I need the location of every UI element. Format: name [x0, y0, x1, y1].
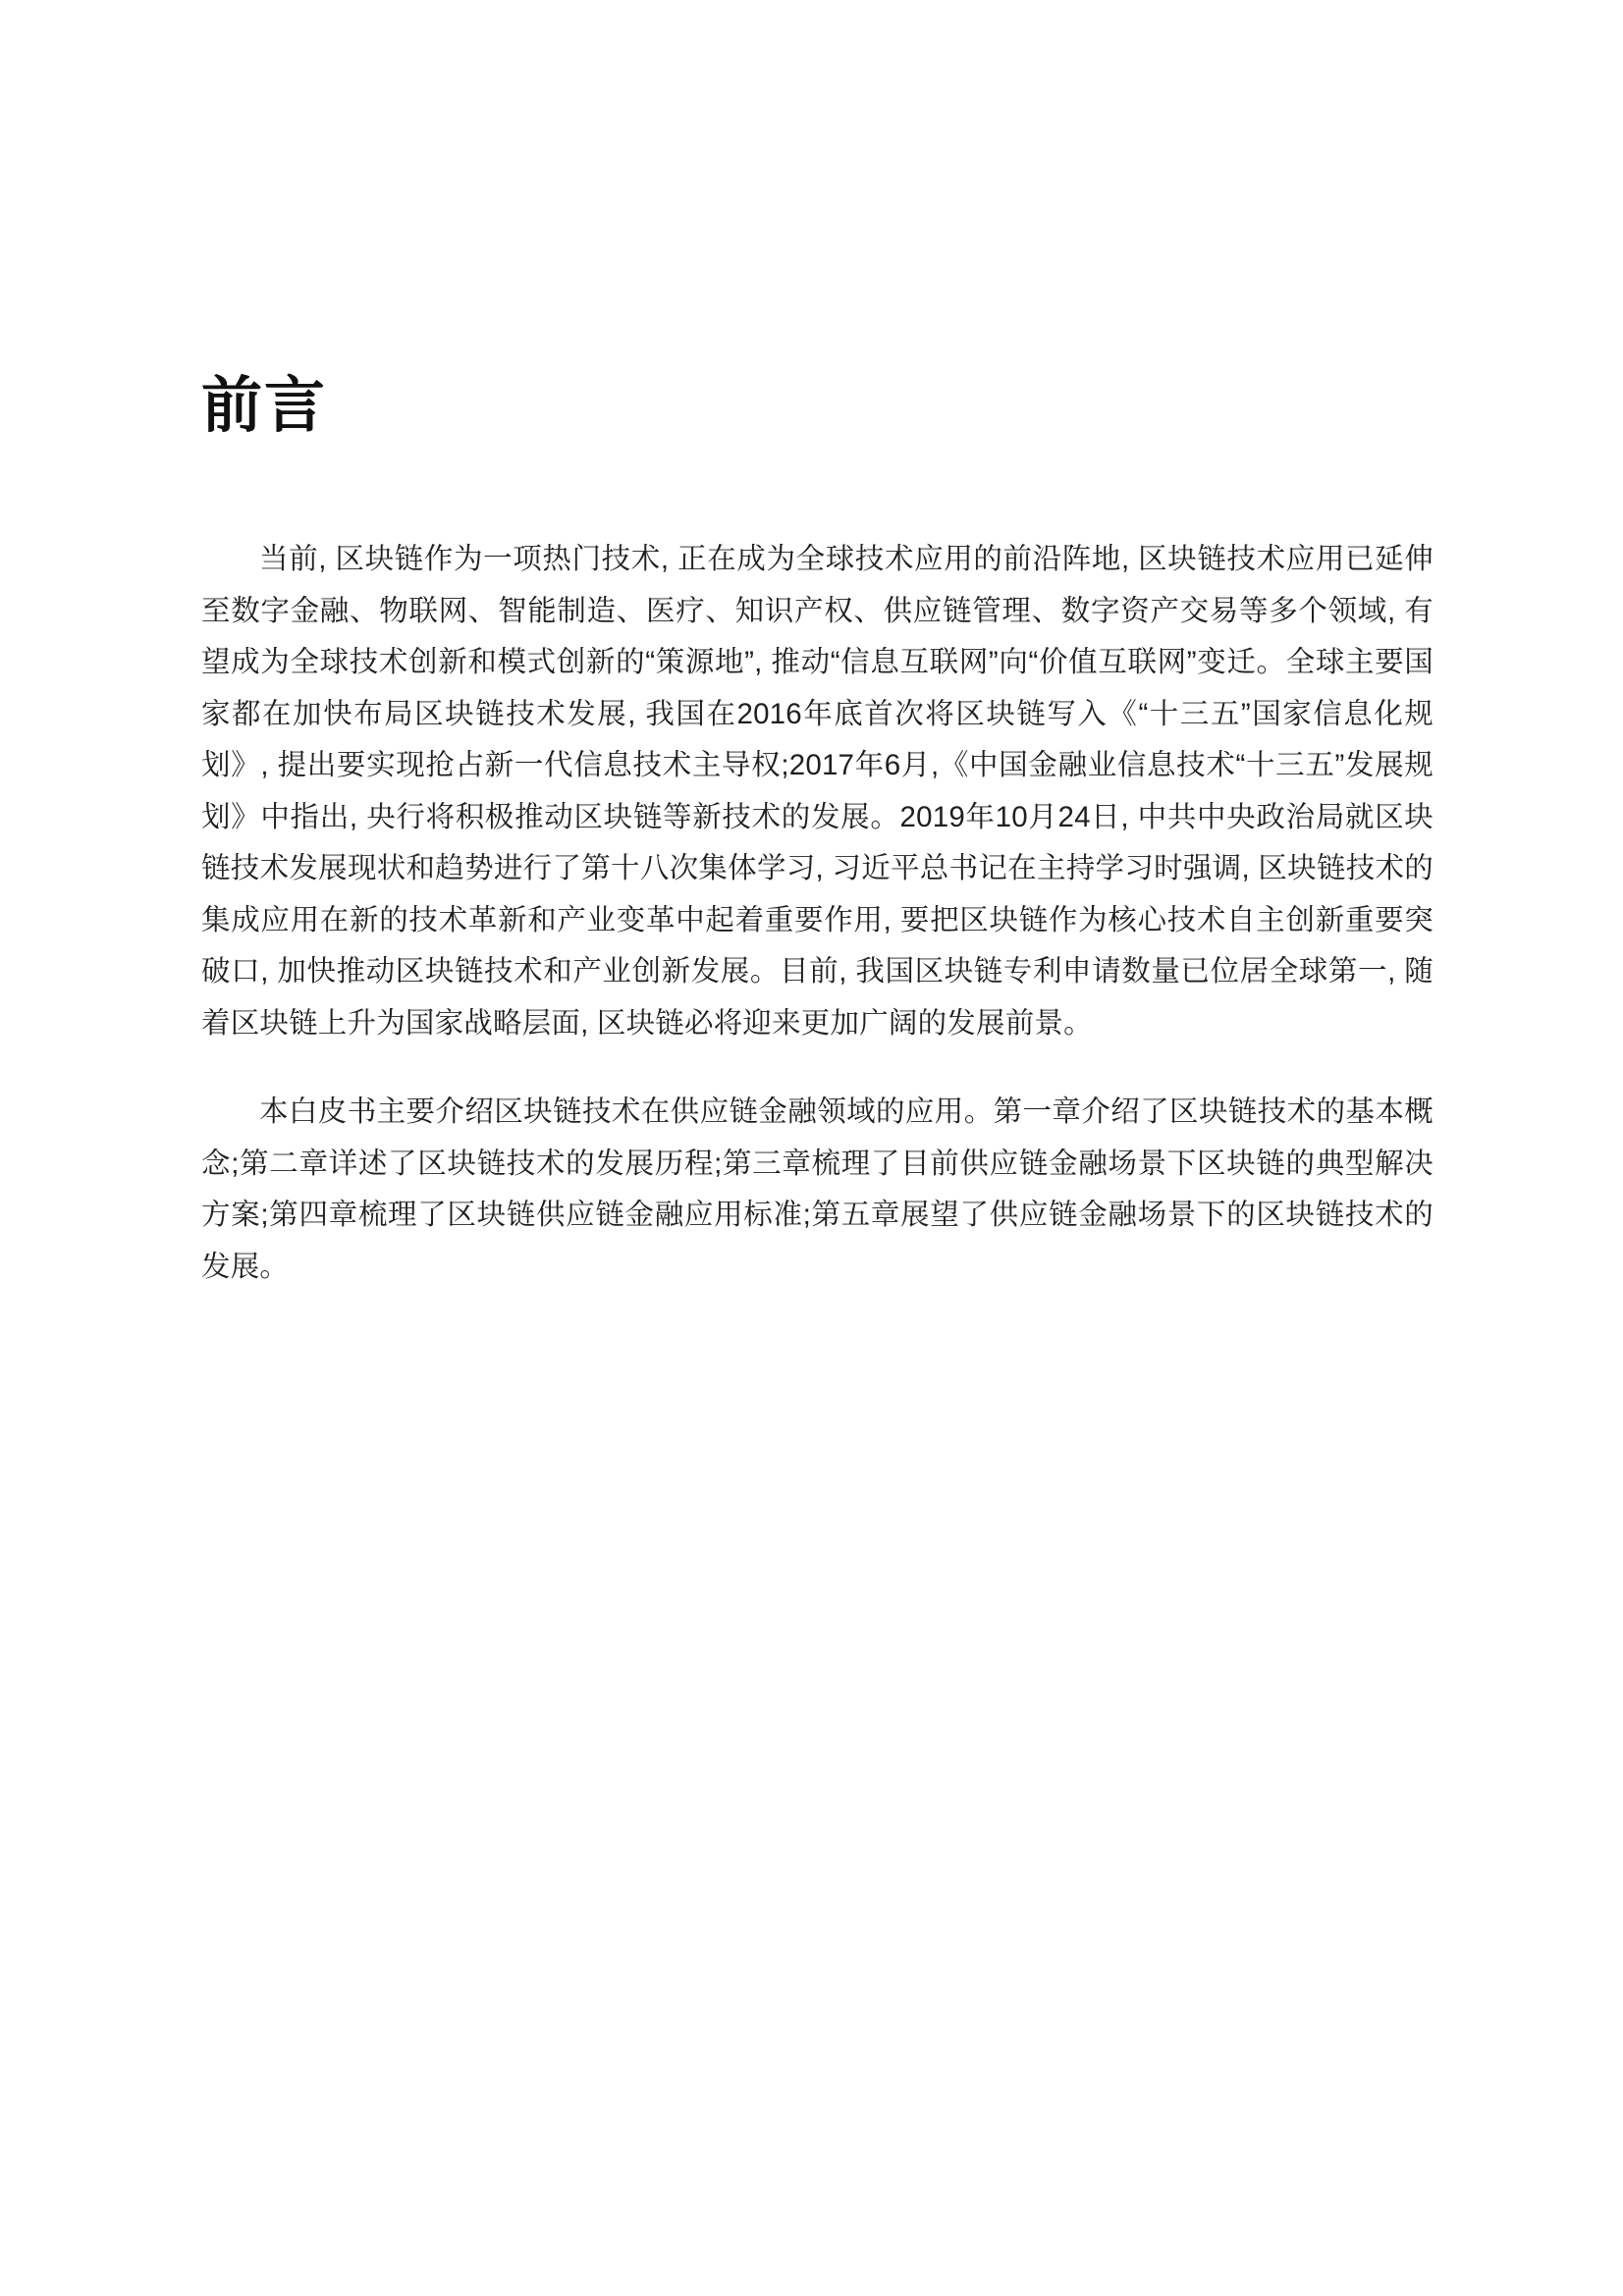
body-text	[201, 534, 1434, 1293]
page-content	[201, 0, 1434, 1293]
page-title: 前言	[201, 372, 328, 440]
paragraph: 本白皮书主要介绍区块链技术在供应链金融领域的应用。第一章介绍了区块链技术的基本概念;第二章详述了区块链技术的发展历程;第三章梳理了目前供应链金融场景下区块链的典型解决方案;第四章梳理了区块链供应链金融应用标准;第五章展望了供应链金融场景下的区块链技术的发展。	[201, 1095, 1434, 1283]
paragraph: 当前, 区块链作为一项热门技术, 正在成为全球技术应用的前沿阵地, 区块链技术应用已延伸至数字金融、物联网、智能制造、医疗、知识产权、供应链管理、数字资产交易等多个领域, 有望成为全球技术创新和模式创新的“策源地”, 推动“信息互联网”向“价值互联网”变迁。全球主要国家都在加快布局区块链技术发展, 我国在2016年底首次将区块链写入《“十三五”国家信息化规划》, 提出要实现抢占新一代信息技术主导权;2017年6月,《中国金融业信息技术“十三五”发展规划》中指出, 央行将积极推动区块链等新技术的发展。2019年10月24日, 中共中央政治局就区块链技术发展现状和趋势进行了第十八次集体学习, 习近平总书记在主持学习时强调, 区块链技术的集成应用在新的技术革新和产业变革中起着重要作用, 要把区块链作为核心技术自主创新重要突破口, 加快推动区块链技术和产业创新发展。目前, 我国区块链专利申请数量已位居全球第一, 随着区块链上升为国家战略层面, 区块链必将迎来更加广阔的发展前景。	[201, 543, 1434, 1040]
